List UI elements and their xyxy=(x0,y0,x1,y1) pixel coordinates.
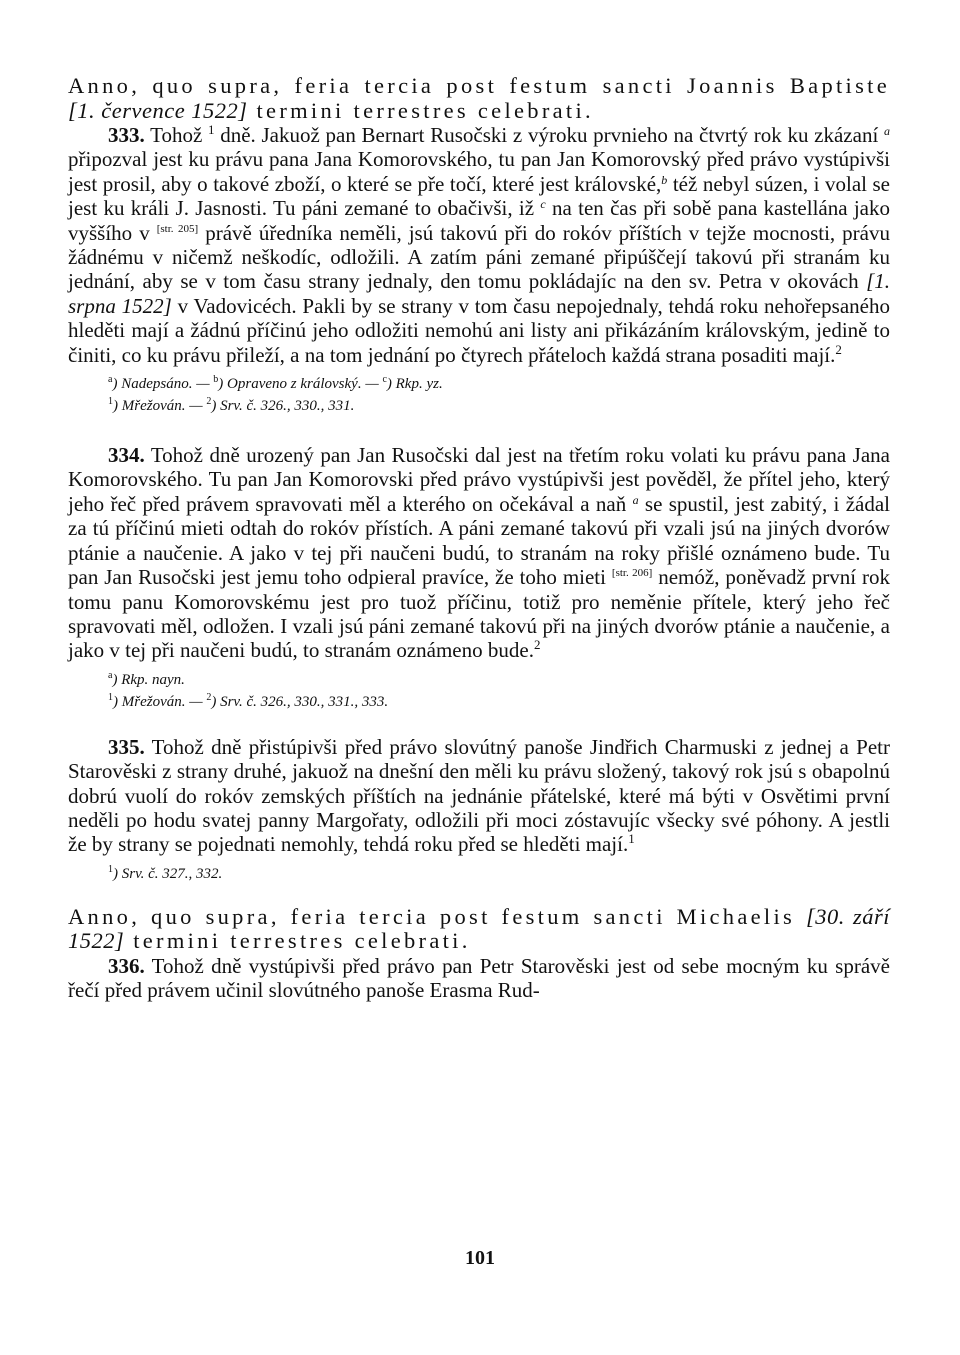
page-number: 101 xyxy=(465,1247,495,1269)
heading-text-end: termini terrestres celebrati. xyxy=(124,928,471,954)
footnote-ref: 2 xyxy=(835,341,842,357)
footnote-ref: a xyxy=(884,124,890,138)
footnote-mark: 1 xyxy=(108,691,113,703)
spacer xyxy=(68,713,890,735)
footnote-mark: a xyxy=(108,374,113,386)
paragraph-336 xyxy=(68,954,890,1003)
footnote-ref: 2 xyxy=(533,637,541,653)
footnote-ref: 1 xyxy=(628,831,635,847)
heading-text: Anno, quo supra, feria tercia post festum sancti Joannis Baptiste xyxy=(68,73,890,98)
footnote-mark: b xyxy=(213,374,219,386)
footnote-text: ) Nadepsáno. — xyxy=(112,376,214,393)
text-run: právě úředníka neměli, jsú takovú při do rokóv příštích v tejže mocnosti, právu žádnému v ničemž neškodíc, odložili. A zatím páni zemané připúščejí takovú při stranám ku jednání, aby se v tom času strany jednaly, den tomu pokládajíc na den sv. Petra v okovách xyxy=(68,220,890,294)
text-run: Tohož dně urozený pan Jan Rusočski dal jest na třetím roku volati ku právu pana Jana Komorovského. Tu pan Jan Komorovski před právo vystúpivši jest pověděl, že přítel jeho, který jeho řeč před právem spravovati měl a kterého on očekával a naň xyxy=(68,443,890,516)
footnote-mark: 1 xyxy=(108,396,113,408)
footnote-text: ) Srv. č. 326., 330., 331., 333. xyxy=(211,693,389,710)
footnote-line xyxy=(108,395,890,417)
footnote-mark: c xyxy=(382,374,387,386)
paragraph-number: 333. xyxy=(108,123,145,147)
paragraph-334 xyxy=(68,443,890,663)
section-heading-2 xyxy=(68,905,890,954)
paragraph-number: 334. xyxy=(108,443,145,468)
footnote-text: ) Mřežován. — xyxy=(113,398,207,415)
footnotes-333 xyxy=(108,373,890,417)
heading-date: [1. července 1522] xyxy=(68,97,248,123)
footnote-text: ) Srv. č. 327., 332. xyxy=(113,865,223,882)
text-run: na ten čas při sobě pana kastellána jako vyššího v xyxy=(68,196,890,245)
paragraph-333 xyxy=(68,123,890,367)
footnotes-335 xyxy=(108,863,890,885)
footnote-mark: a xyxy=(108,669,113,681)
document-page xyxy=(68,74,890,1003)
footnote-line xyxy=(108,691,890,713)
footnote-mark: 2 xyxy=(206,396,212,408)
footnote-ref: b xyxy=(661,172,668,187)
footnote-mark: 1 xyxy=(108,863,113,875)
footnote-ref: a xyxy=(632,492,639,507)
text-run: Tohož xyxy=(144,123,208,147)
text-run: Tohož dně vystúpivši před právo pan Petr Starověski jest od sebe mocným ku správě řečí před právem učinil slovútného panoše Erasma Rud- xyxy=(68,953,890,1003)
spacer xyxy=(68,417,890,443)
text-run: nemóž, poněvadž první rok tomu panu Komorovskému jest pro tuož příčinu, totiž pro neměnie přítele, který jeho řeč spravovati měl, odložen. I vzali jsú páni zemané takovú při na jiných dvorów ptánie a naučenie, a jako v tej při naučeni budú, to stranám oznámeno bude. xyxy=(68,565,890,663)
footnote-line xyxy=(108,669,890,691)
heading-text-end: termini terrestres celebrati. xyxy=(247,97,594,123)
heading-date: [30. září 1522] xyxy=(68,903,890,954)
footnote-text: ) Rkp. yz. xyxy=(386,376,443,393)
paragraph-335 xyxy=(68,735,890,857)
footnote-text: ) Srv. č. 326., 330., 331. xyxy=(211,398,355,415)
paragraph-number: 336. xyxy=(108,953,145,978)
footnote-line xyxy=(108,373,890,395)
inline-date: [1. srpna 1522] xyxy=(68,269,890,318)
footnote-text: ) Mřežován. — xyxy=(113,693,207,710)
footnote-line xyxy=(108,863,890,885)
page-ref: [str. 206] xyxy=(611,567,653,580)
spacer xyxy=(68,885,890,905)
text-run: dně. Jakuož pan Bernart Rusočski z výroku prvnieho na čtvrtý rok ku zkázaní xyxy=(214,123,884,147)
page-ref: [str. 205] xyxy=(156,222,199,235)
text-run: připozval jest ku právu pana Jana Komorovského, tu pan Jan Komorovský před právo vystúpivši jest prosil, aby o takové zboží, o které se pře točí, které jest královské, xyxy=(68,147,890,196)
footnotes-334 xyxy=(108,669,890,713)
footnote-mark: 2 xyxy=(206,691,212,703)
text-run: Tohož dně přistúpivši před právo slovútný panoše Jindřich Charmuski z jednej a Petr Starověski z strany druhé, jakuož na dnešní den měli ku právu složený, takový rok jsú s obapolnú dobrú vuolí do rokóv zemských příštích na jednánie přátelské, které má býti v Osvětimi první neděli po hodu svatej panny Margořaty, odložili při moci zóstavujíc všecky své póhony. A jestli že by strany se pojednati nemohly, tehdá roku před se hleděti mají. xyxy=(68,734,890,857)
paragraph-number: 335. xyxy=(108,734,145,759)
footnote-ref: 1 xyxy=(207,122,215,137)
heading-text: Anno, quo supra, feria tercia post festum sancti Michaelis xyxy=(68,903,806,929)
text-run: v Vadovicéch. Pakli by se strany v tom času nepojednaly, tehdá roku nehořepsaného hleděti mají a žádnú příčinú jeho odložiti nemohú ani listy ani přikázáním královským, jedině to činiti, co ku právu přileží, a na tom jednání po čtyrech přáteloch každá strana posaditi mají. xyxy=(68,293,890,367)
footnote-text: ) Rkp. nayn. xyxy=(112,671,185,688)
text-run: též nebyl súzen, i volal se jest ku králi J. Jasnosti. Tu páni zemané to obačivši, iž xyxy=(68,171,891,221)
text-run: se spustil, jest zabitý, i žádal za tú příčinú mieti odtah do rokóv přístích. A páni zemané takovú při vzali jsú na jiných dvorów ptánie a naučenie. A jako v tej při naučeni budú, to stranám na roky přišlé oznámeno bude. Tu pan Jan Rusočski jest jemu toho odpieral pravíce, že toho mieti xyxy=(68,491,890,590)
footnote-ref: c xyxy=(540,197,546,212)
footnote-text: ) Opraveno z královský. — xyxy=(218,376,383,393)
section-heading-1 xyxy=(68,74,890,123)
